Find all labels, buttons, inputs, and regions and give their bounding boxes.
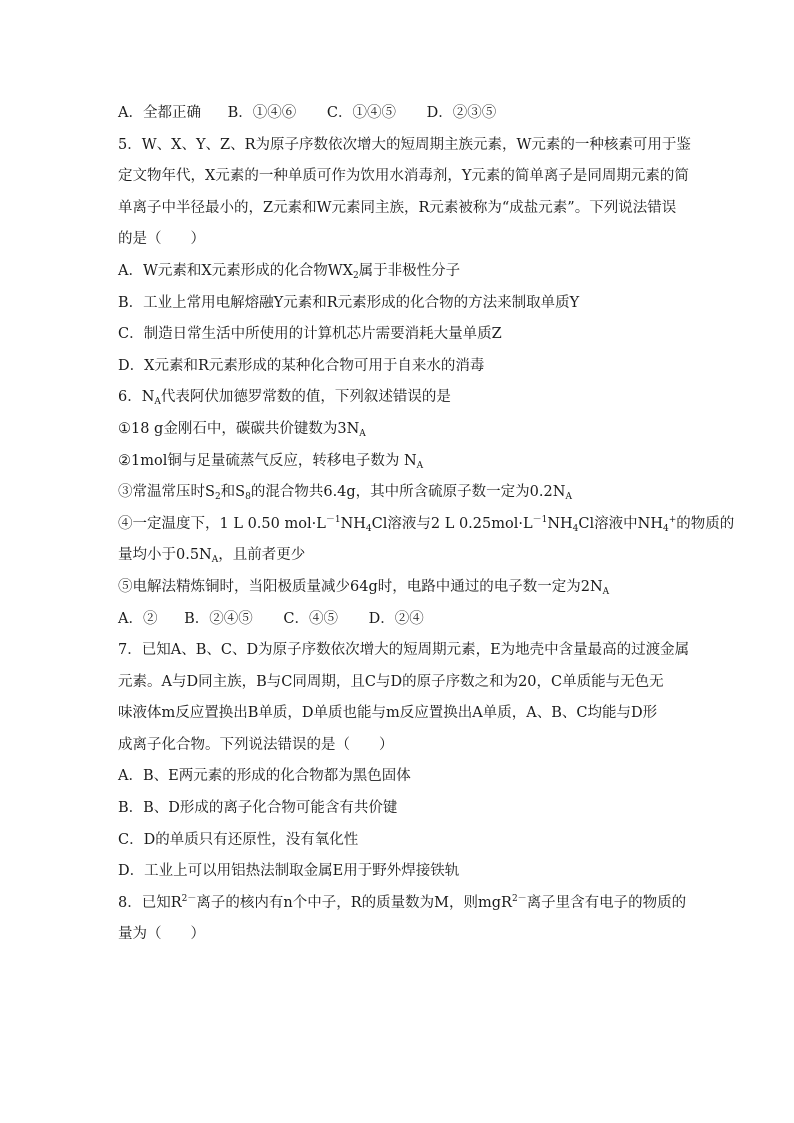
q8-stem-line-1 [118, 888, 687, 920]
q7-stem-line-4: 成离子化合物。下列说法错误的是（ ） [118, 736, 394, 753]
q5-option-a-tail: 属于非极性分子 [358, 262, 461, 279]
q4-options [118, 98, 678, 130]
q6-statement-4-text-f: 的物质的 [676, 515, 735, 532]
q4-option-b: B．①④⑥ [227, 105, 297, 121]
q6-statement-4-sub-3: 4 [662, 523, 669, 534]
q6-statement-1-subscript: A [359, 428, 366, 439]
q6-statement-4-sup-3: + [668, 514, 677, 525]
q6-statement-3-text-a: ③常温常压时S [118, 484, 215, 501]
q8-stem-line-2: 量为（ ） [118, 926, 205, 943]
q6-statement-4-text-a: ④一定温度下，1 L 0.50 mol·L [118, 515, 326, 532]
q5-option-d: D．X元素和R元素形成的某种化合物可用于自来水的消毒 [118, 357, 485, 374]
q6-statement-4-text-c: Cl溶液与2 L 0.25mol·L [371, 515, 533, 532]
q8-sup-1: 2－ [181, 893, 197, 904]
q6-statement-3-sub-1: 2 [214, 492, 221, 503]
q6-statement-4-text-e: Cl溶液中NH [578, 515, 663, 532]
q7-option-a: A．B、E两元素的形成的化合物都为黑色固体 [118, 768, 411, 785]
q6-statement-3 [118, 477, 678, 509]
q6-statement-4-sup-1: －1 [325, 514, 341, 525]
q4-option-c: C．①④⑤ [326, 105, 396, 121]
q6-statement-4-sub-1: 4 [365, 523, 372, 534]
q6-option-a: A．② [118, 610, 158, 627]
q5-option-a-text: A．W元素和X元素形成的化合物WX [118, 262, 353, 279]
q7-stem-line-2: 元素。A与D同主族，B与C同周期，且C与D的原子序数之和为20，C单质能与无色无 [118, 673, 664, 690]
q6-statement-4-cont-tail: ，且前者更少 [218, 547, 306, 564]
q6-statement-4-cont [118, 540, 678, 572]
q7-stem-line-3: 味液体m反应置换出B单质，D单质也能与m反应置换出A单质，A、B、C均能与D形 [118, 705, 658, 722]
q6-stem-tail: 代表阿伏加德罗常数的值，下列叙述错误的是 [160, 389, 451, 406]
q6-statement-5-text: ⑤电解法精炼铜时，当阳极质量减少64g时，电路中通过的电子数一定为2N [118, 578, 603, 595]
q6-statement-2-subscript: A [416, 460, 424, 471]
q7-option-c: C．D的单质只有还原性，没有氧化性 [118, 831, 359, 848]
q8-text-b: 离子的核内有n个中子，R的质量数为M，则mgR [196, 894, 512, 911]
q5-stem-line-3: 单离子中半径最小的，Z元素和W元素同主族，R元素被称为“成盐元素”。下列说法错误 [118, 199, 677, 216]
q5-stem-line-2: 定文物年代，X元素的一种单质可作为饮用水消毒剂，Y元素的简单离子是同周期元素的简 [118, 168, 689, 185]
q6-statement-4-sup-2: －1 [532, 514, 548, 525]
q6-statement-1 [118, 414, 678, 446]
q8-sup-2: 2－ [511, 893, 527, 904]
q6-statement-5-subscript: A [602, 586, 610, 597]
q6-statement-3-sub-3: A [565, 492, 572, 503]
q7-option-d: D．工业上可以用铝热法制取金属E用于野外焊接铁轨 [118, 863, 460, 880]
q6-statement-5 [118, 572, 678, 604]
q6-statement-1-text: ①18 g金刚石中，碳碳共价键数为3N [118, 420, 360, 437]
q4-option-d: D．②③⑤ [426, 105, 497, 121]
q5-option-a [118, 256, 678, 288]
q6-options [118, 604, 678, 636]
q8-text-c: 离子里含有电子的物质的 [526, 894, 687, 911]
q6-stem-subscript: A [154, 397, 161, 408]
q6-statement-3-sub-2: 8 [245, 492, 251, 503]
q6-statement-2 [118, 446, 678, 478]
q6-statement-2-text: ②1mol铜与足量硫蒸气反应，转移电子数为 N [118, 452, 417, 469]
q6-option-d: D．②④ [368, 610, 424, 627]
q5-stem-line-1: 5．W、X、Y、Z、R为原子序数依次增大的短周期主族元素，W元素的一种核素可用于鉴 [118, 136, 691, 153]
q5-option-b: B．工业上常用电解熔融Y元素和R元素形成的化合物的方法来制取单质Y [118, 294, 580, 311]
q6-statement-4-cont-subscript: A [211, 555, 219, 566]
q6-statement-4 [118, 509, 735, 541]
q6-statement-4-text-d: NH [547, 515, 573, 532]
q6-stem [118, 382, 678, 414]
question-content [118, 98, 735, 951]
q6-statement-4-cont-text: 量均小于0.5N [118, 547, 212, 564]
q7-stem-line-1: 7．已知A、B、C、D为原子序数依次增大的短周期元素，E为地壳中含量最高的过渡金属 [118, 642, 690, 659]
q5-option-a-subscript: 2 [352, 270, 359, 281]
q6-option-b: B．②④⑤ [184, 610, 253, 627]
q8-text-a: 8．已知R [118, 894, 182, 911]
q4-option-a: A．全都正确 [118, 105, 201, 121]
q7-option-b: B．B、D形成的离子化合物可能含有共价键 [118, 800, 398, 817]
q6-stem-text: 6．N [118, 389, 155, 406]
q6-option-c: C．④⑤ [283, 610, 338, 627]
q5-option-c: C．制造日常生活中所使用的计算机芯片需要消耗大量单质Z [118, 326, 502, 343]
q6-statement-3-text-c: 的混合物共6.4g，其中所含硫原子数一定为0.2N [250, 484, 566, 501]
q6-statement-3-text-b: 和S [220, 484, 246, 501]
q6-statement-4-text-b: NH [340, 515, 366, 532]
q6-statement-4-sub-2: 4 [572, 523, 579, 534]
q5-stem-line-4: 的是（ ） [118, 231, 205, 248]
